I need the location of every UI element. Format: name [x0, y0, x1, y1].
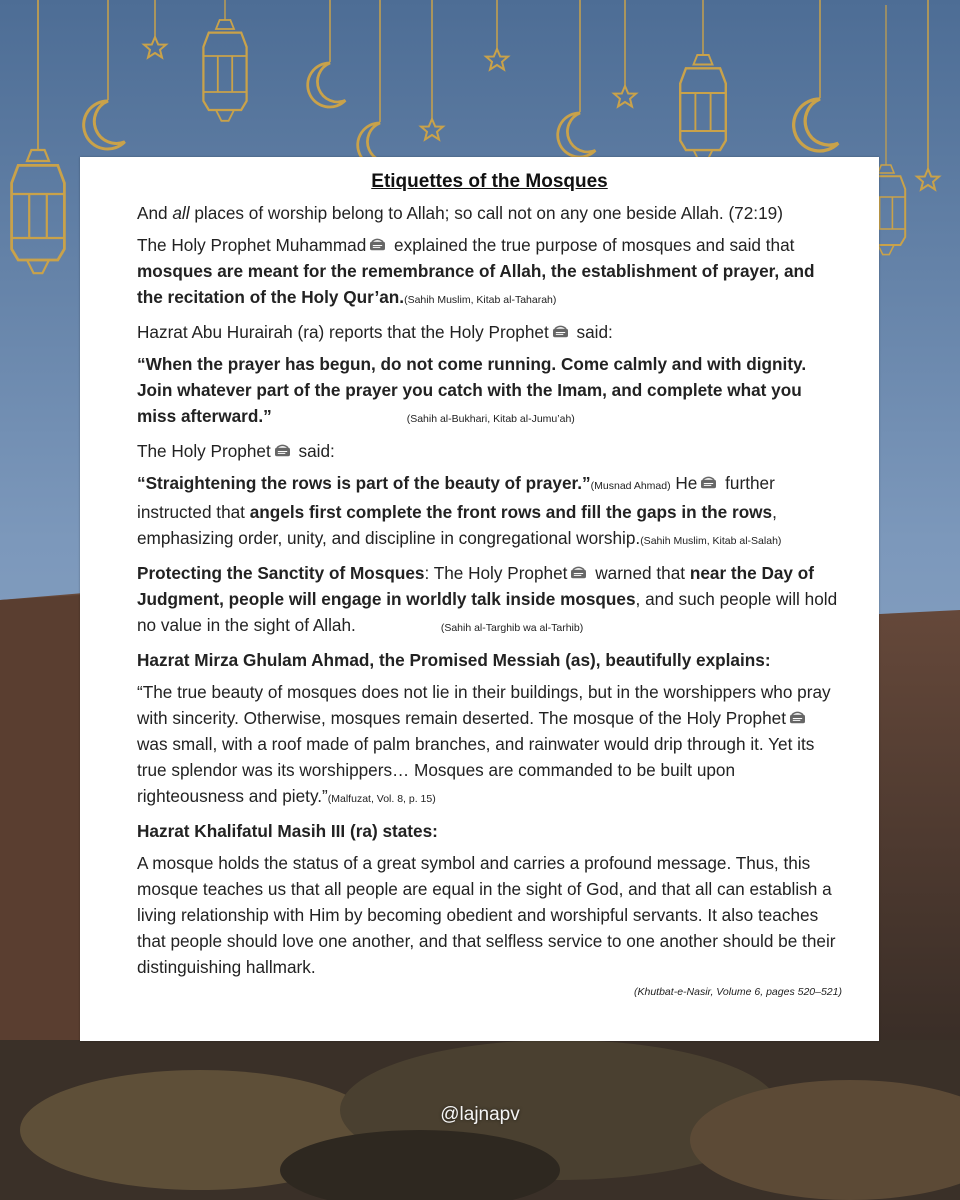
page-title: Etiquettes of the Mosques: [371, 171, 608, 192]
source-citation: (Malfuzat, Vol. 8, p. 15): [327, 793, 436, 805]
emphasis-text: near the Day of Judgment, people will engage in worldly talk inside mosques: [137, 563, 814, 609]
source-citation: (Sahih al-Targhib wa al-Tarhib): [440, 622, 584, 634]
source-citation: (Musnad Ahmad): [590, 480, 671, 492]
quote-text: “The true beauty of mosques does not lie in their buildings, but in the worshippers who pray with sincerity. Otherwise, mosques remain deserted. The mosque of the Holy Prophet: [137, 682, 831, 728]
hadith-quote: [137, 351, 842, 432]
paragraph-text: The Holy Prophet Muhammad: [137, 235, 367, 255]
salawat-symbol-icon: [273, 444, 292, 459]
paragraph-text: explained the true purpose of mosques and said that: [389, 235, 795, 255]
quote-text: “When the prayer has begun, do not come running. Come calmly and with dignity. Join whatever part of the prayer you catch with the Imam, and complete what you miss afterward.”: [137, 354, 807, 426]
emphasis-text: mosques are meant for the remembrance of Allah, the establishment of prayer, and the recitation of the Holy Qur’an.: [137, 261, 815, 307]
paragraph-text: , emphasizing order, unity, and discipline in congregational worship.: [137, 502, 777, 548]
paragraph-text: The Holy Prophet: [137, 441, 271, 461]
paragraph-text: , and such people will hold no value in the sight of Allah.: [137, 589, 838, 635]
paragraph-text: Hazrat Abu Hurairah (ra) reports that the Holy Prophet: [137, 322, 549, 342]
source-citation: (Sahih Muslim, Kitab al-Taharah): [404, 294, 557, 306]
paragraph-text: He: [670, 473, 698, 493]
verse-text-rest: places of worship belong to Allah; so call not on any one beside Allah. (72:19): [189, 203, 783, 223]
said-paragraph: [137, 438, 842, 464]
salawat-symbol-icon: [368, 238, 387, 253]
rows-paragraph: [137, 470, 842, 554]
section-heading: Hazrat Mirza Ghulam Ahmad, the Promised Messiah (as), beautifully explains:: [137, 650, 771, 670]
final-source-citation: (Khutbat-e-Nasir, Volume 6, pages 520–521): [634, 986, 842, 998]
source-citation: (Sahih Muslim, Kitab al-Salah): [640, 535, 782, 547]
purpose-paragraph: [137, 232, 842, 313]
source-citation: (Sahih al-Bukhari, Kitab al-Jumu’ah): [406, 413, 575, 425]
paragraph-text: said:: [293, 441, 335, 461]
emphasis-text: angels first complete the front rows and fill the gaps in the rows: [249, 502, 773, 522]
paragraph-text: : The Holy Prophet: [424, 563, 568, 583]
paragraph-text: said:: [571, 322, 613, 342]
paragraph-text: warned that: [590, 563, 690, 583]
verse-text: And: [137, 203, 173, 223]
promised-messiah-quote: [137, 679, 842, 812]
salawat-symbol-icon: [699, 476, 718, 491]
quote-text: “Straightening the rows is part of the beauty of prayer.”: [137, 473, 591, 493]
verse-italic: all: [172, 203, 190, 223]
salawat-symbol-icon: [551, 325, 570, 340]
section-heading: Hazrat Khalifatul Masih III (ra) states:: [137, 821, 438, 841]
social-handle: @lajnapv: [440, 1104, 520, 1125]
verse-paragraph: [137, 200, 842, 226]
salawat-symbol-icon: [788, 711, 807, 726]
quote-text: was small, with a roof made of palm branches, and rainwater would drip through it. Yet its true splendor was its worshippers… Mosques are commanded to be built upon righteousness and piety.”: [137, 734, 815, 806]
report-paragraph: [137, 319, 842, 345]
article-card: [80, 157, 879, 1041]
salawat-symbol-icon: [569, 566, 588, 581]
section-label: Protecting the Sanctity of Mosques: [137, 563, 425, 583]
khalifa-paragraph: A mosque holds the status of a great symbol and carries a profound message. Thus, this mosque teaches us that all people are equal in the sight of God, and that all can establish a living relationship with Him by becoming obedient and worshipful servants. It also teaches that people should love one another, and that selfless service to one another should be their distinguishing hallmark.: [137, 853, 836, 977]
paragraph-text: further instructed that: [137, 473, 775, 522]
sanctity-paragraph: [137, 560, 842, 641]
